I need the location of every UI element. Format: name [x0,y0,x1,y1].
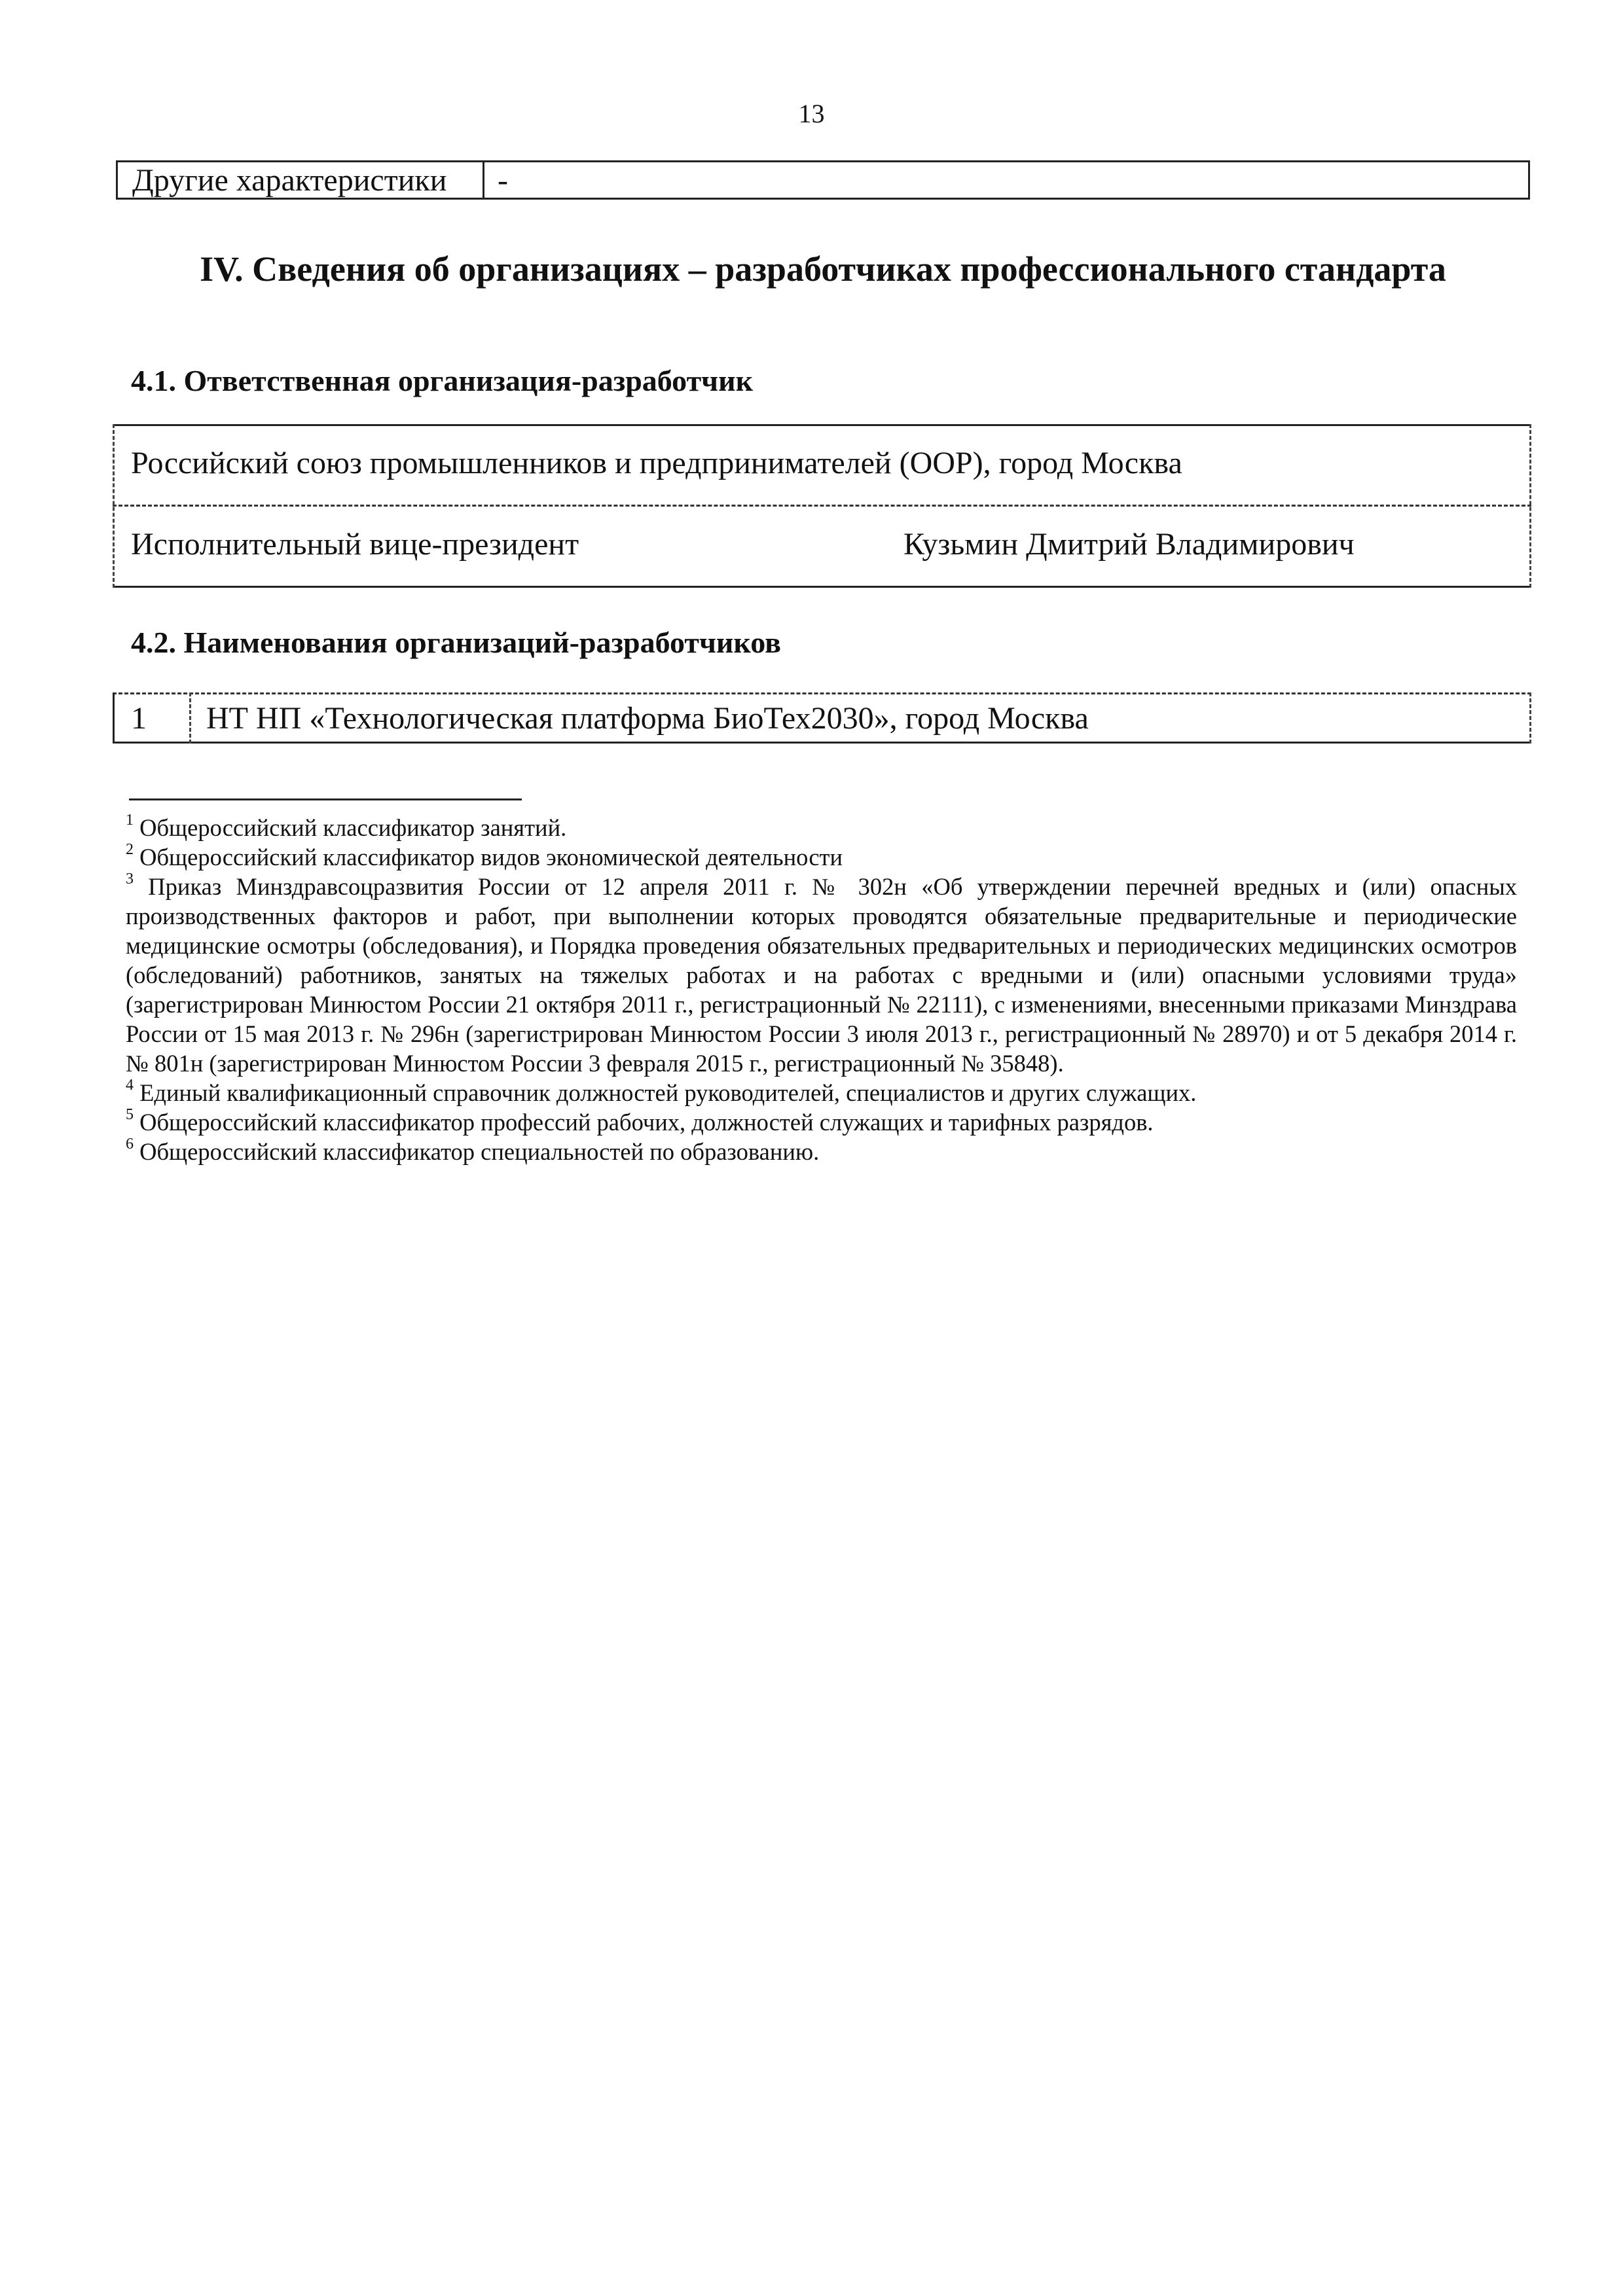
footnote-4 [126,1078,1517,1107]
footnote-separator [129,798,522,800]
footnote-text: Единый квалификационный справочник должностей руководителей, специалистов и других служащих. [139,1079,1197,1106]
responsible-position: Исполнительный вице-президент [131,527,579,562]
section-title: IV. Сведения об организациях – разработчиках профессионального стандарта [200,249,1446,289]
footnote-text: Общероссийский классификатор профессий рабочих, должностей служащих и тарифных разрядов. [139,1109,1154,1136]
footnote-text: Общероссийский классификатор специальностей по образованию. [139,1138,820,1165]
footnote-marker: 5 [126,1105,134,1123]
table-border-right [1529,692,1531,744]
table-border-left [113,424,115,588]
responsible-person: Кузьмин Дмитрий Владимирович [903,527,1355,562]
other-characteristics-value: - [498,163,508,198]
table-border-bottom [113,742,1531,744]
table-border-top [113,692,1531,694]
footnote-marker: 3 [126,870,134,888]
responsible-org-heading: 4.1. Ответственная организация-разработчик [131,364,754,397]
developer-orgs-table [113,692,1531,744]
footnote-marker: 6 [126,1135,134,1153]
footnote-3 [126,872,1517,1078]
footnote-1 [126,813,1517,842]
footnotes [126,813,1517,1166]
developer-org-number: 1 [131,701,147,736]
footnote-6 [126,1137,1517,1166]
developer-org-name: НТ НП «Технологическая платформа БиоТех2030», город Москва [206,701,1089,736]
other-characteristics-label: Другие характеристики [118,162,484,198]
footnote-marker: 1 [126,811,134,829]
table-border-right [1529,424,1531,588]
table-border-top [113,424,1531,426]
footnote-5 [126,1107,1517,1137]
footnote-marker: 2 [126,840,134,858]
table-border-left [113,692,115,744]
footnote-text: Общероссийский классификатор занятий. [139,814,567,841]
responsible-org-table [113,424,1531,588]
table-row-divider [113,505,1531,507]
footnote-2 [126,842,1517,872]
developer-orgs-heading: 4.2. Наименования организаций-разработчиков [131,626,781,659]
footnote-marker: 4 [126,1076,134,1094]
table-column-divider [189,692,191,744]
responsible-org-name: Российский союз промышленников и предпринимателей (ООР), город Москва [131,446,1182,480]
other-characteristics-row [116,160,1530,200]
table-border-bottom [113,586,1531,588]
footnote-text: Общероссийский классификатор видов экономической деятельности [139,844,843,870]
footnote-text: Приказ Минздравсоцразвития России от 12 апреля 2011 г. № 302н «Об утверждении перечней вредных и (или) опасных производственных факторов и работ, при выполнении которых проводятся обязательные предварительные и периодические медицинские осмотры (обследования), и Порядка проведения обязательных предварительных и периодических медицинских осмотров (обследований) работников, занятых на тяжелых работах и на работах с вредными и (или) опасными условиями труда» (зарегистрирован Минюстом России 21 октября 2011 г., регистрационный № 22111), с изменениями, внесенными приказами Минздрава России от 15 мая 2013 г. № 296н (зарегистрирован Минюстом России 3 июля 2013 г., регистрационный № 28970) и от 5 декабря 2014 г. № 801н (зарегистрирован Минюстом России 3 февраля 2015 г., регистрационный № 35848). [126,873,1517,1077]
page-number: 13 [798,99,825,128]
